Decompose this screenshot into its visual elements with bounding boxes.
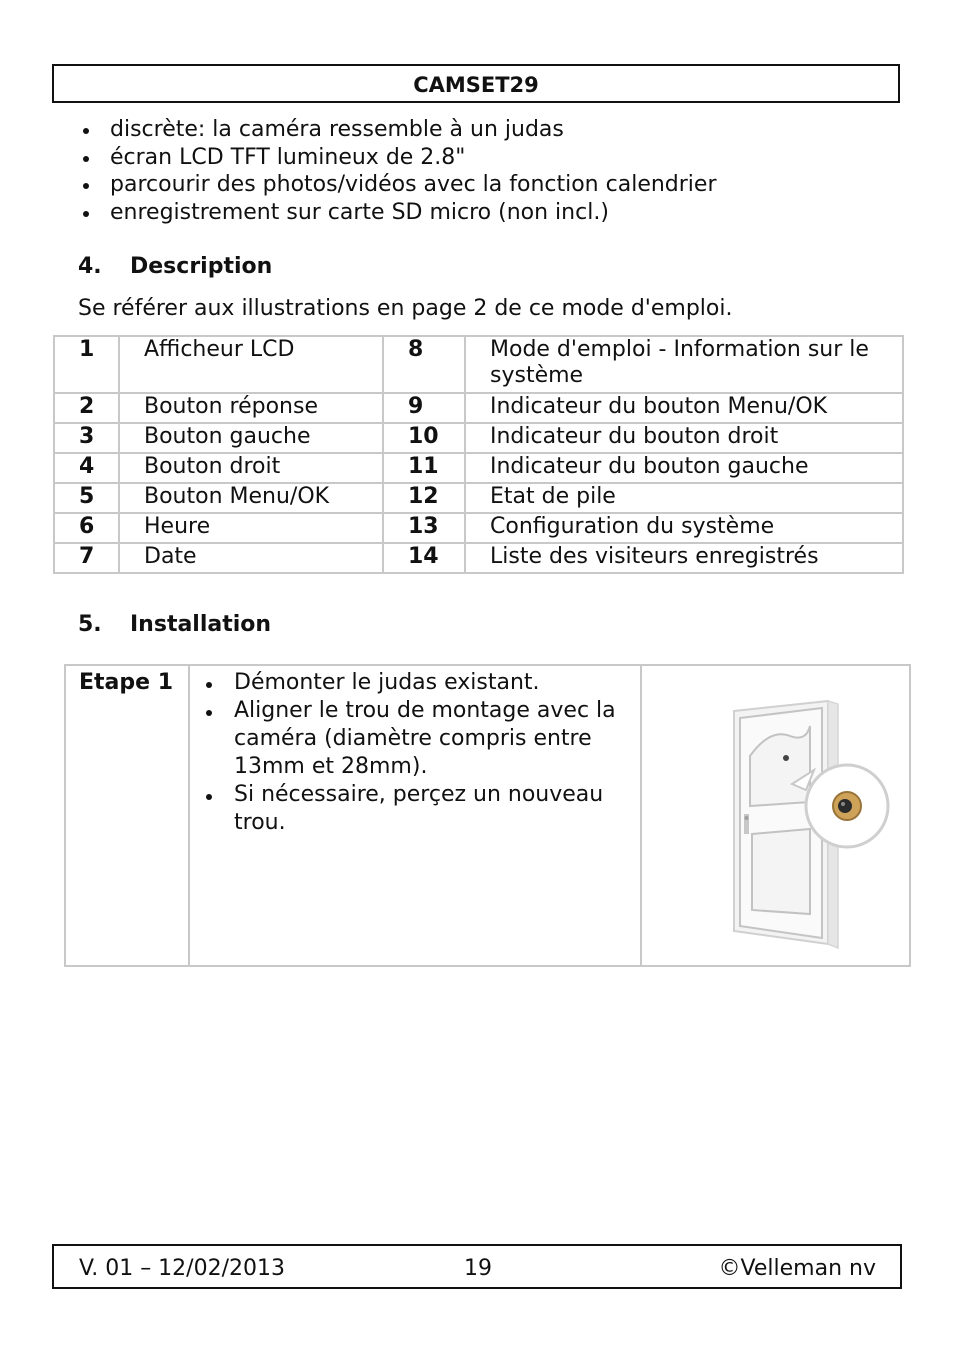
item-number: 7	[54, 543, 119, 573]
item-number: 1	[54, 336, 119, 393]
feature-item: discrète: la caméra ressemble à un judas	[78, 116, 898, 144]
item-label: Bouton Menu/OK	[119, 483, 383, 513]
item-label: Date	[119, 543, 383, 573]
section-4-heading	[78, 254, 272, 279]
footer-copyright: ©Velleman nv	[718, 1256, 876, 1281]
item-number: 13	[383, 513, 465, 543]
feature-item: parcourir des photos/vidéos avec la fonction calendrier	[78, 171, 898, 199]
item-label: Mode d'emploi - Information sur le système	[465, 336, 903, 393]
step-list	[190, 666, 640, 837]
description-table	[53, 335, 904, 574]
item-number: 6	[54, 513, 119, 543]
document-header	[52, 64, 900, 103]
list-item: Démonter le judas existant.	[202, 669, 640, 697]
feature-item: enregistrement sur carte SD micro (non incl.)	[78, 199, 898, 227]
step-label: Etape 1	[65, 665, 189, 966]
table-row	[54, 543, 903, 573]
item-label: Etat de pile	[465, 483, 903, 513]
door-peephole-illustration	[642, 666, 907, 959]
table-row	[65, 665, 910, 966]
step-instructions	[189, 665, 641, 966]
item-number: 5	[54, 483, 119, 513]
feature-list	[78, 116, 898, 226]
section-number: 5.	[78, 612, 102, 637]
item-label: Bouton droit	[119, 453, 383, 483]
item-label: Afficheur LCD	[119, 336, 383, 393]
table-row	[54, 423, 903, 453]
table-row	[54, 483, 903, 513]
feature-item: écran LCD TFT lumineux de 2.8"	[78, 144, 898, 172]
item-number: 8	[383, 336, 465, 393]
table-row	[54, 453, 903, 483]
item-label: Indicateur du bouton gauche	[465, 453, 903, 483]
footer-version: V. 01 – 12/02/2013	[79, 1256, 285, 1281]
section-5-heading	[78, 612, 271, 637]
item-number: 14	[383, 543, 465, 573]
document-footer	[52, 1244, 902, 1289]
section-title: Installation	[130, 612, 272, 637]
item-label: Liste des visiteurs enregistrés	[465, 543, 903, 573]
item-label: Indicateur du bouton droit	[465, 423, 903, 453]
item-number: 4	[54, 453, 119, 483]
item-number: 9	[383, 393, 465, 423]
item-number: 12	[383, 483, 465, 513]
item-number: 10	[383, 423, 465, 453]
item-label: Bouton gauche	[119, 423, 383, 453]
item-number: 3	[54, 423, 119, 453]
table-row	[54, 393, 903, 423]
item-label: Configuration du système	[465, 513, 903, 543]
door-illustration-cell	[641, 665, 910, 966]
footer-page-number: 19	[464, 1256, 492, 1281]
item-number: 11	[383, 453, 465, 483]
list-item: Si nécessaire, perçez un nouveau trou.	[202, 781, 640, 837]
item-number: 2	[54, 393, 119, 423]
item-label: Heure	[119, 513, 383, 543]
item-label: Indicateur du bouton Menu/OK	[465, 393, 903, 423]
list-item: Aligner le trou de montage avec la caméra (diamètre compris entre 13mm et 28mm).	[202, 697, 640, 781]
section-4-intro: Se référer aux illustrations en page 2 de ce mode d'emploi.	[78, 296, 733, 321]
header-title: CAMSET29	[413, 73, 539, 97]
table-row	[54, 513, 903, 543]
table-row	[54, 336, 903, 393]
installation-table	[64, 664, 911, 967]
section-number: 4.	[78, 254, 102, 279]
section-title: Description	[130, 254, 273, 279]
item-label: Bouton réponse	[119, 393, 383, 423]
